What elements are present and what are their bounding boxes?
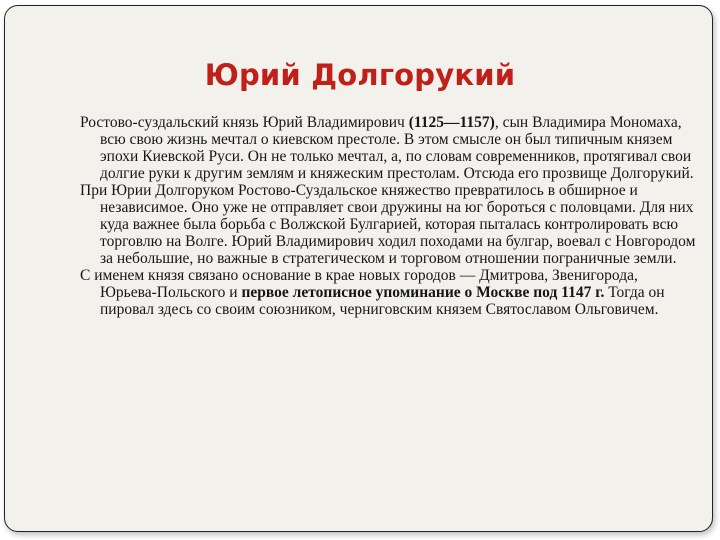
slide-body [80, 114, 698, 318]
paragraph-1-text-c: , сын Владимира Мономаха, всю свою жизнь мечтал о киевском престоле. В этом смысле он был типичным князем эпохи Киевской Руси. Он не только мечтал, а, по словам современников, протягивал свои долгие руки к другим землям и княжеским престолам. Отсюда его прозвище Долгорукий. [100, 114, 694, 182]
paragraph-1 [80, 114, 698, 182]
paragraph-1-dates: (1125—1157) [408, 114, 495, 131]
paragraph-3 [80, 267, 698, 318]
paragraph-3-moscow-mention: первое летописное упоминание о Москве под 1147 г. [241, 284, 605, 301]
slide-title: Юрий Долгорукий [204, 58, 516, 92]
paragraph-3-text-a: С именем князя связано основание в крае новых городов — Дмитрова, Звенигорода, Юрьева-Польского и [80, 267, 638, 301]
paragraph-3-text-c: Тогда он пировал здесь со своим союзником, черниговским князем Святославом Ольговичем. [100, 284, 665, 318]
paragraph-2: При Юрии Долгоруком Ростово-Суздальское княжество превратилось в обширное и независимое. Оно уже не отправляет свои дружины на юг бороться с половцами. Для них куда важнее была борьба с Волжской Булгарией, которая пыталась контролировать всю торговлю на Волге. Юрий Владимирович ходил походами на булгар, воевал с Новгородом за небольшие, но важные в стратегическом и торговом отношении пограничные земли. [80, 182, 696, 267]
paragraph-1-text-a: Ростово-суздальский князь Юрий Владимирович [80, 114, 409, 131]
